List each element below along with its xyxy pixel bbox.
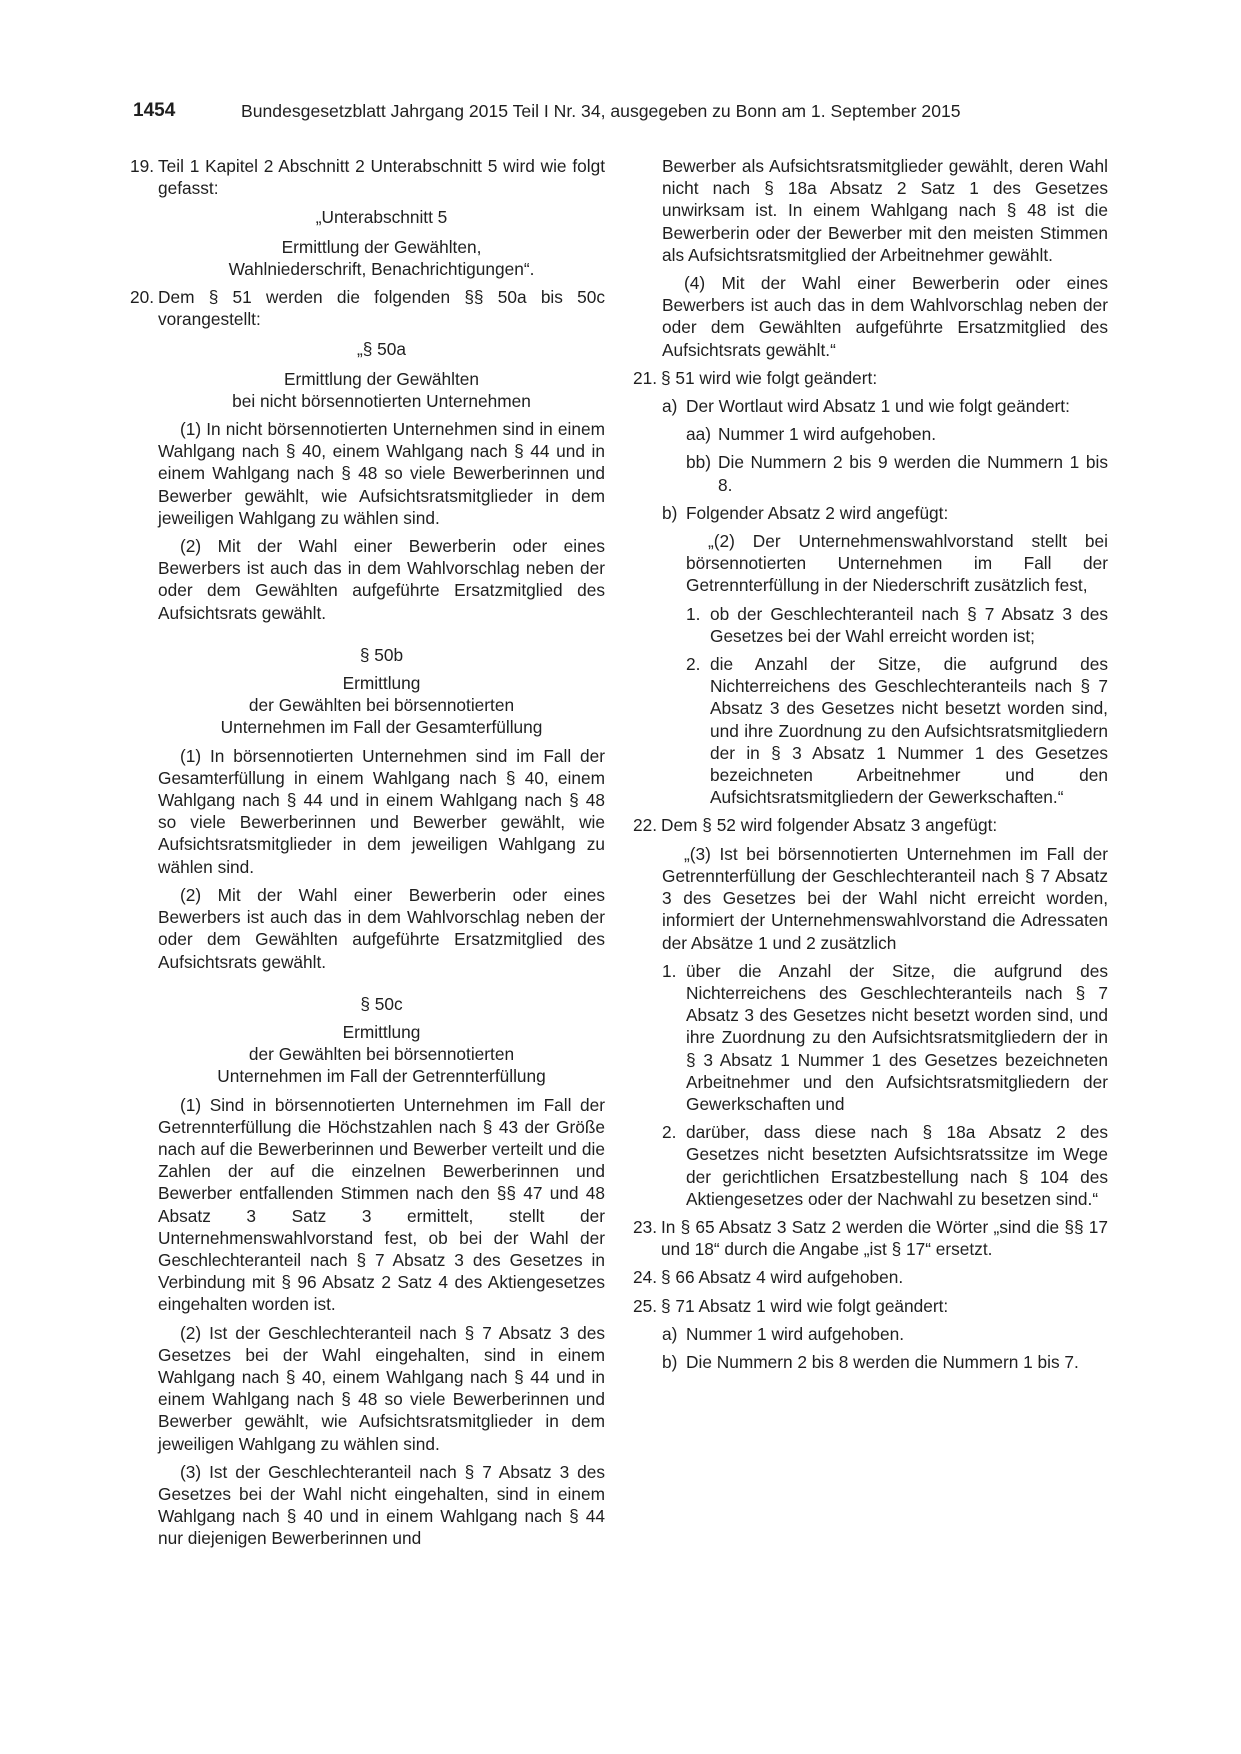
sub-item-b (662, 502, 1108, 524)
item-number: 19. (130, 156, 155, 176)
paragraph-2: (2) Ist der Geschlechteranteil nach § 7 Absatz 3 des Gesetzes bei der Wahl eingehalten, sind in einem Wahlgang nach § 40, einem Wahlgang nach § 44 und in einem Wahlgang nach § 48 so viele Bewerberinnen und Bewerber gewählt, wie Aufsichtsratsmitglieder in dem jeweiligen Wahlgang zu wählen sind. (158, 1322, 605, 1454)
list-item-label: 1. (662, 960, 677, 981)
item-number: 20. (130, 287, 155, 308)
sub-item-label: a) (662, 396, 678, 417)
paragraph-1: (1) In nicht börsennotierten Unternehmen sind in einem Wahlgang nach § 40, einem Wahlgang nach § 44 und in einem Wahlgang nach § 48 so viele Bewerberinnen und Bewerber gewählt, wie Aufsichtsratsmitglieder in dem jeweiligen Wahlgang zu wählen sind. (158, 419, 605, 528)
amendment-item-19 (130, 155, 605, 199)
sub-item-a (662, 1323, 1108, 1345)
sub-item-label: b) (662, 1351, 678, 1372)
sub-item-text: Nummer 1 wird aufgehoben. (718, 424, 937, 445)
sub-item-bb (686, 451, 1108, 495)
list-item-text: darüber, dass diese nach § 18a Absatz 2 des Gesetzes nicht besetzten Aufsichtsratssitze im Wege der gerichtlichen Ersatzbestellung nach § 104 des Aktiengesetzes oder der Nachwahl zu besetzen sind.“ (686, 1122, 1108, 1209)
item-text: Teil 1 Kapitel 2 Abschnitt 2 Unterabschnitt 5 wird wie folgt gefasst: (158, 156, 605, 199)
section-heading-line1: Ermittlung (342, 1021, 421, 1042)
subsection-title-line1: Ermittlung der Gewählten, (281, 236, 482, 257)
sub-item-text: Der Wortlaut wird Absatz 1 und wie folgt geändert: (686, 396, 1070, 417)
amendment-item-24 (633, 1266, 1108, 1288)
section-title: „§ 50a (356, 339, 406, 360)
section-title: § 50c (360, 993, 403, 1014)
item-text: § 66 Absatz 4 wird aufgehoben. (661, 1267, 904, 1288)
sub-item-text: Die Nummern 2 bis 8 werden die Nummern 1 bis 7. (686, 1351, 1079, 1372)
item-number: 25. (633, 1295, 658, 1316)
list-item-text: über die Anzahl der Sitze, die aufgrund des Nichterreichens des Geschlechteranteils nach § 7 Absatz 3 des Gesetzes nicht besetzt worden sind, und ihre Zuordnung zu den Aufsichtsratsmitgliedern der in § 3 Absatz 1 Nummer 1 des Gesetzes bezeichneten Arbeitnehmer und den Aufsichtsratsmitgliedern der Gewerkschaften und (686, 960, 1108, 1114)
quoted-paragraph: „(3) Ist bei börsennotierten Unternehmen im Fall der Getrennterfüllung der Geschlechteranteil nach § 7 Absatz 3 des Gesetzes bei der Wahl nicht erreicht worden, informiert der Unternehmenswahlvorstand die Adressaten der Absätze 1 und 2 zusätzlich (662, 843, 1108, 953)
quoted-list-item-1 (686, 603, 1108, 647)
sub-item-a (662, 395, 1108, 417)
section-title: § 50b (359, 644, 404, 665)
item-number: 22. (633, 815, 658, 836)
sub-item-text: Folgender Absatz 2 wird angefügt: (686, 502, 949, 523)
sub-item-label: b) (662, 502, 678, 523)
subsection-heading: „Unterabschnitt 5 (315, 207, 448, 228)
amendment-item-25 (633, 1295, 1108, 1317)
section-heading-line3: Unternehmen im Fall der Gesamterfüllung (220, 717, 543, 738)
item-text: § 71 Absatz 1 wird wie folgt geändert: (661, 1295, 949, 1316)
gazette-title: Bundesgesetzblatt Jahrgang 2015 Teil I Nr. 34, ausgegeben zu Bonn am 1. September 2015 (241, 101, 961, 121)
paragraph-1: (1) In börsennotierten Unternehmen sind im Fall der Gesamterfüllung in einem Wahlgang nach § 40, einem Wahlgang nach § 44 und in einem Wahlgang nach § 48 so viele Bewerberinnen und Bewerber gewählt, wie Aufsichtsratsmitglieder in dem jeweiligen Wahlgang zu wählen sind. (158, 745, 605, 877)
sub-item-text: Nummer 1 wird aufgehoben. (686, 1323, 905, 1344)
sub-item-aa (686, 423, 1108, 445)
paragraph-1: (1) Sind in börsennotierten Unternehmen im Fall der Getrennterfüllung die Höchstzahlen nach § 43 der Größe nach auf die Bewerberinnen und Bewerber verteilt und die Zahlen der auf die einzelnen Bewerberinnen und Bewerber entfallenden Stimmen nach den §§ 47 und 48 Absatz 3 Satz 3 ermittelt, stellt der Unternehmenswahlvorstand fest, ob bei der Wahl der Geschlechteranteil nach § 7 Absatz 3 des Gesetzes in Verbindung mit § 96 Absatz 2 Satz 4 des Aktiengesetzes eingehalten worden ist. (158, 1094, 605, 1315)
list-item-label: 2. (662, 1122, 677, 1143)
list-item-text: ob der Geschlechteranteil nach § 7 Absatz 3 des Gesetzes bei der Wahl erreicht worden ist; (710, 603, 1108, 646)
quoted-paragraph: „(2) Der Unternehmenswahlvorstand stellt bei börsennotierten Unternehmen im Fall der Getrennterfüllung in der Niederschrift zusätzlich fest, (686, 531, 1108, 596)
subsection-title-line2: Wahlniederschrift, Benachrichtigungen“. (228, 258, 535, 279)
section-heading-line2: bei nicht börsennotierten Unternehmen (232, 390, 531, 411)
section-50a (158, 338, 605, 623)
amendment-item-20 (130, 286, 605, 330)
quoted-list-item-2 (686, 653, 1108, 808)
right-column (633, 155, 1108, 1373)
amendment-item-21 (633, 367, 1108, 389)
quoted-list-item-2 (662, 1121, 1108, 1210)
item-text: Dem § 51 werden die folgenden §§ 50a bis 50c vorangestellt: (158, 287, 605, 330)
paragraph-2: (2) Mit der Wahl einer Bewerberin oder eines Bewerbers ist auch das in dem Wahlvorschlag neben der oder dem Gewählten aufgeführte Ersatzmitglied des Aufsichtsrats gewählt. (158, 536, 605, 623)
sub-item-text: Die Nummern 2 bis 9 werden die Nummern 1 bis 8. (718, 452, 1108, 495)
sub-item-label: bb) (686, 452, 711, 473)
item-text: Dem § 52 wird folgender Absatz 3 angefügt: (661, 815, 998, 836)
page-header (133, 100, 1108, 122)
item-text: In § 65 Absatz 3 Satz 2 werden die Wörter „sind die §§ 17 und 18“ durch die Angabe „ist § 17“ ersetzt. (661, 1216, 1108, 1260)
item-number: 21. (633, 367, 658, 388)
list-item-label: 2. (686, 654, 701, 675)
paragraph-4: (4) Mit der Wahl einer Bewerberin oder eines Bewerbers ist auch das in dem Wahlvorschlag neben der oder dem Gewählten aufgeführte Ersatzmitglied des Aufsichtsrats gewählt.“ (662, 273, 1108, 360)
section-50b (158, 644, 605, 973)
left-column (130, 155, 605, 1550)
item-number: 24. (633, 1267, 658, 1288)
item-number: 23. (633, 1216, 658, 1237)
quoted-list-item-1 (662, 960, 1108, 1115)
list-item-text: die Anzahl der Sitze, die aufgrund des Nichterreichens des Geschlechteranteils nach § 7 Absatz 3 des Gesetzes nicht besetzt worden sind, und ihre Zuordnung zu den Aufsichtsratsmitgliedern der in § 3 Absatz 1 Nummer 1 des Gesetzes bezeichneten Arbeitnehmer und den Aufsichtsratsmitgliedern der Gewerkschaften.“ (710, 654, 1108, 808)
section-heading-line1: Ermittlung (342, 673, 421, 694)
amendment-item-23 (633, 1216, 1108, 1260)
paragraph-3: (3) Ist der Geschlechteranteil nach § 7 Absatz 3 des Gesetzes bei der Wahl nicht eingehalten, sind in einem Wahlgang nach § 40 und in einem Wahlgang nach § 44 nur diejenigen Bewerberinnen und (158, 1461, 605, 1549)
page-number: 1454 (133, 100, 176, 121)
section-heading-line1: Ermittlung der Gewählten (284, 368, 479, 389)
section-heading-line3: Unternehmen im Fall der Getrennterfüllung (217, 1066, 546, 1087)
section-heading-line2: der Gewählten bei börsennotierten (248, 695, 515, 716)
list-item-label: 1. (686, 603, 701, 624)
item-text: § 51 wird wie folgt geändert: (661, 367, 878, 388)
sub-item-label: a) (662, 1323, 678, 1344)
sub-item-label: aa) (686, 424, 711, 445)
section-50c (158, 993, 605, 1550)
amendment-item-22 (633, 814, 1108, 836)
paragraph-2: (2) Mit der Wahl einer Bewerberin oder eines Bewerbers ist auch das in dem Wahlvorschlag neben der oder dem Gewählten aufgeführte Ersatzmitglied des Aufsichtsrats gewählt. (158, 884, 605, 972)
continued-paragraph: Bewerber als Aufsichtsratsmitglieder gewählt, deren Wahl nicht nach § 18a Absatz 2 Satz 1 des Gesetzes unwirksam ist. In einem Wahlgang nach § 48 ist die Bewerberin oder der Bewerber mit den meisten Stimmen als Aufsichtsratsmitglied der Arbeitnehmer gewählt. (662, 156, 1108, 265)
section-heading-line2: der Gewählten bei börsennotierten (248, 1044, 515, 1065)
sub-item-b (662, 1351, 1108, 1373)
